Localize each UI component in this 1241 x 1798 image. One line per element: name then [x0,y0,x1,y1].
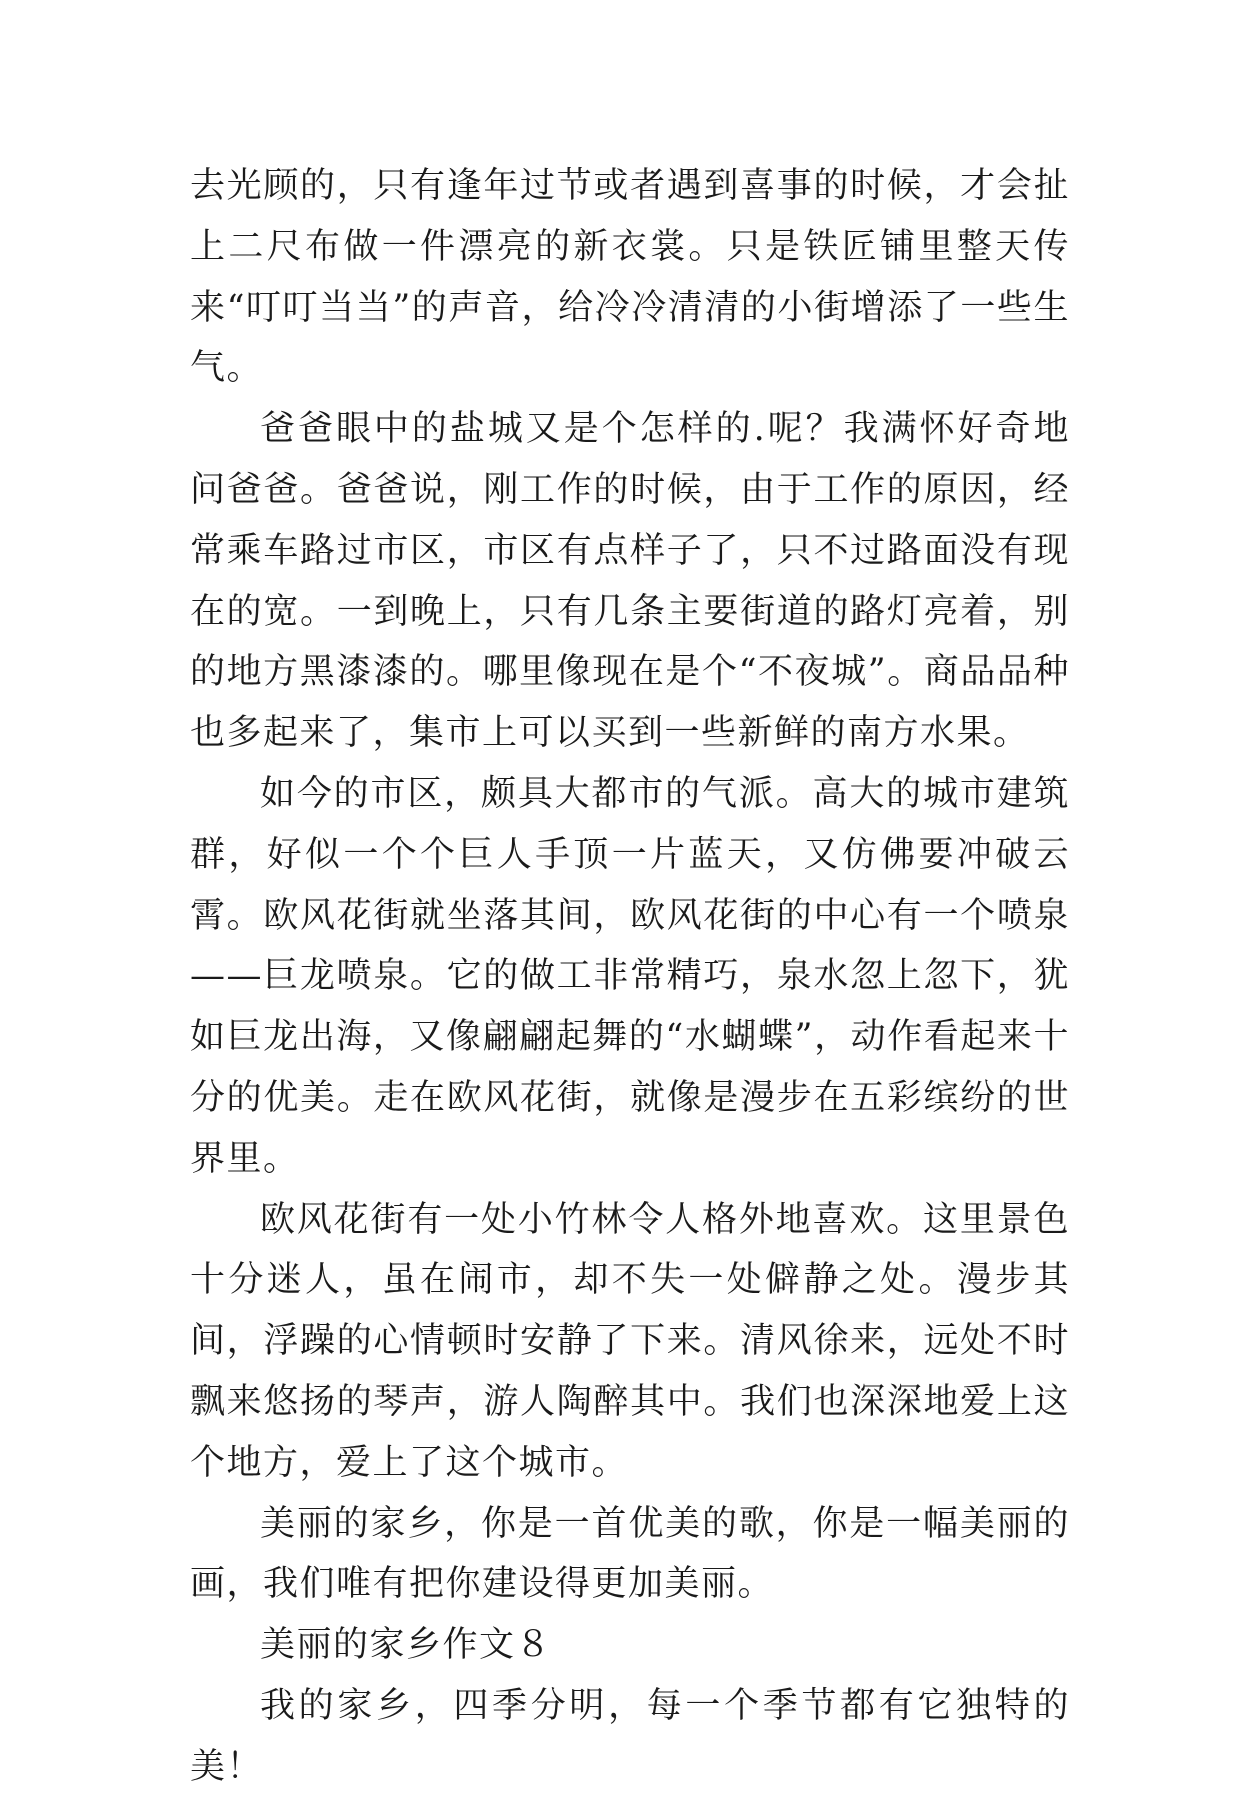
paragraph-7: 我的家乡，四季分明，每一个季节都有它独特的美！ [190,1685,1070,1787]
paragraph-3: 如今的市区，颇具大都市的气派。高大的城市建筑群，好似一个个巨人手顶一片蓝天，又仿佛要冲破云霄。欧风花街就坐落其间，欧风花街的中心有一个喷泉——巨龙喷泉。它的做工非常精巧，泉水忽上忽下，犹如巨龙出海，又像翩翩起舞的“水蝴蝶”，动作看起来十分的优美。走在欧风花街，就像是漫步在五彩缤纷的世界里。 [190,773,1070,1179]
paragraph-4: 欧风花街有一处小竹林令人格外地喜欢。这里景色十分迷人，虽在闹市，却不失一处僻静之处。漫步其间，浮躁的心情顿时安静了下来。清风徐来，远处不时飘来悠扬的琴声，游人陶醉其中。我们也深深地爱上这个地方，爱上了这个城市。 [190,1199,1070,1483]
paragraph-1: 去光顾的，只有逢年过节或者遇到喜事的时候，才会扯上二尺布做一件漂亮的新衣裳。只是铁匠铺里整天传来“叮叮当当”的声音，给冷冷清清的小街增添了一些生气。 [190,166,1070,389]
paragraph-2: 爸爸眼中的盐城又是个怎样的.呢？我满怀好奇地问爸爸。爸爸说，刚工作的时候，由于工作的原因，经常乘车路过市区，市区有点样子了，只不过路面没有现在的宽。一到晚上，只有几条主要街道的路灯亮着，别的地方黑漆漆的。哪里像现在是个“不夜城”。商品品种也多起来了，集市上可以买到一些新鲜的南方水果。 [190,409,1070,754]
essay-body [190,156,1070,1798]
essay-heading: 美丽的家乡作文８ [260,1625,553,1666]
paragraph-5: 美丽的家乡，你是一首优美的歌，你是一幅美丽的画，我们唯有把你建设得更加美丽。 [190,1503,1070,1605]
